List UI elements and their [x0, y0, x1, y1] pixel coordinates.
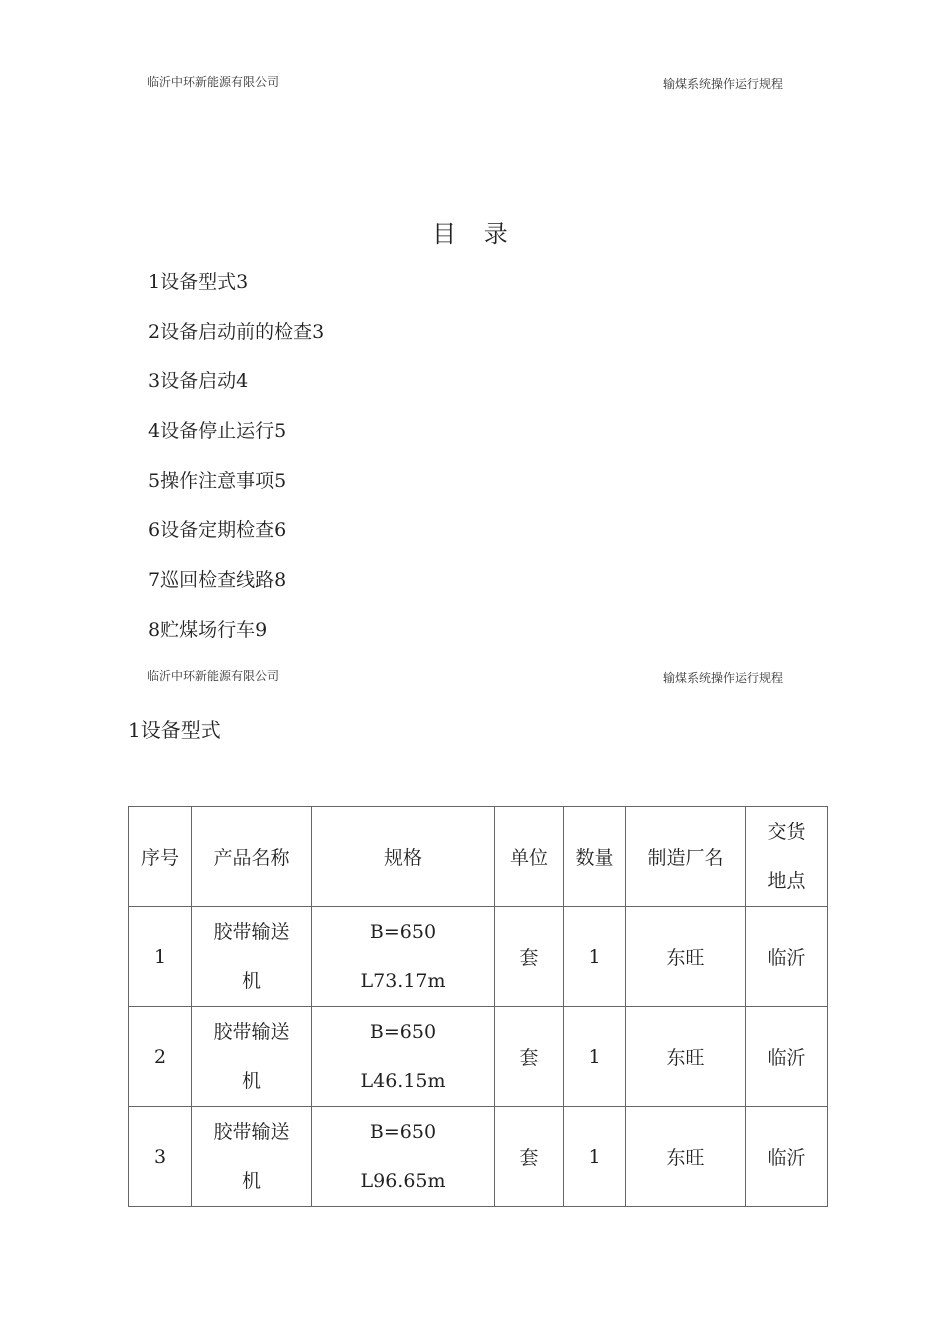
cell-name	[192, 1007, 312, 1107]
header-maker: 制造厂名	[626, 807, 746, 907]
table-header-row	[129, 807, 828, 907]
cell-qty: 1	[564, 1007, 626, 1107]
cell-place: 临沂	[746, 907, 828, 1007]
toc-item: 4设备停止运行5	[148, 420, 287, 443]
cell-spec-line1: B=650	[369, 1020, 437, 1043]
cell-name-line1: 胶带输送	[213, 920, 290, 943]
header-qty: 数量	[564, 807, 626, 907]
cell-place: 临沂	[746, 1007, 828, 1107]
toc-item: 5操作注意事项5	[148, 469, 287, 492]
cell-seq: 2	[129, 1007, 192, 1107]
cell-spec-line2: L96.65m	[360, 1169, 446, 1192]
cell-seq: 1	[129, 907, 192, 1007]
cell-name-line2: 机	[241, 969, 261, 992]
cell-seq: 3	[129, 1107, 192, 1207]
cell-spec	[312, 1107, 495, 1207]
header-doc-title: 输煤系统操作运行规程	[663, 77, 784, 91]
toc-item: 1设备型式3	[148, 271, 249, 293]
cell-name-line2: 机	[241, 1169, 261, 1192]
equipment-table	[128, 806, 828, 1207]
cell-qty: 1	[564, 907, 626, 1007]
cell-name-line1: 胶带输送	[213, 1020, 290, 1043]
header-unit: 单位	[495, 807, 564, 907]
cell-maker: 东旺	[626, 1007, 746, 1107]
header-place-line1: 交货	[767, 820, 806, 843]
header-place-line2: 地点	[767, 869, 806, 892]
table-of-contents	[148, 268, 324, 666]
cell-spec-line1: B=650	[369, 920, 437, 943]
cell-spec-line2: L73.17m	[360, 969, 446, 992]
cell-maker: 东旺	[626, 907, 746, 1007]
toc-item: 6设备定期检查6	[148, 519, 287, 542]
header-spec: 规格	[312, 807, 495, 907]
cell-name	[192, 907, 312, 1007]
cell-spec	[312, 1007, 495, 1107]
cell-place: 临沂	[746, 1107, 828, 1207]
cell-unit: 套	[495, 907, 564, 1007]
table-row	[129, 1007, 828, 1107]
table-row	[129, 907, 828, 1007]
cell-qty: 1	[564, 1107, 626, 1207]
section-title: 1设备型式	[128, 718, 221, 742]
header-seq: 序号	[129, 807, 192, 907]
cell-unit: 套	[495, 1007, 564, 1107]
toc-item: 8贮煤场行车9	[148, 618, 268, 641]
toc-title: 目 录	[432, 220, 518, 248]
cell-name-line2: 机	[241, 1069, 261, 1092]
cell-spec-line2: L46.15m	[360, 1069, 446, 1092]
cell-name-line1: 胶带输送	[213, 1120, 290, 1143]
header-doc-title: 输煤系统操作运行规程	[663, 671, 784, 685]
table-row	[129, 1107, 828, 1207]
cell-maker: 东旺	[626, 1107, 746, 1207]
cell-spec	[312, 907, 495, 1007]
toc-item: 3设备启动4	[148, 370, 249, 393]
toc-item: 2设备启动前的检查3	[148, 320, 325, 343]
header-name: 产品名称	[192, 807, 312, 907]
header-company: 临沂中环新能源有限公司	[147, 669, 280, 683]
cell-name	[192, 1107, 312, 1207]
header-place	[746, 807, 828, 907]
cell-spec-line1: B=650	[369, 1120, 437, 1143]
header-company: 临沂中环新能源有限公司	[147, 75, 280, 89]
cell-unit: 套	[495, 1107, 564, 1207]
toc-item: 7巡回检查线路8	[148, 569, 287, 592]
